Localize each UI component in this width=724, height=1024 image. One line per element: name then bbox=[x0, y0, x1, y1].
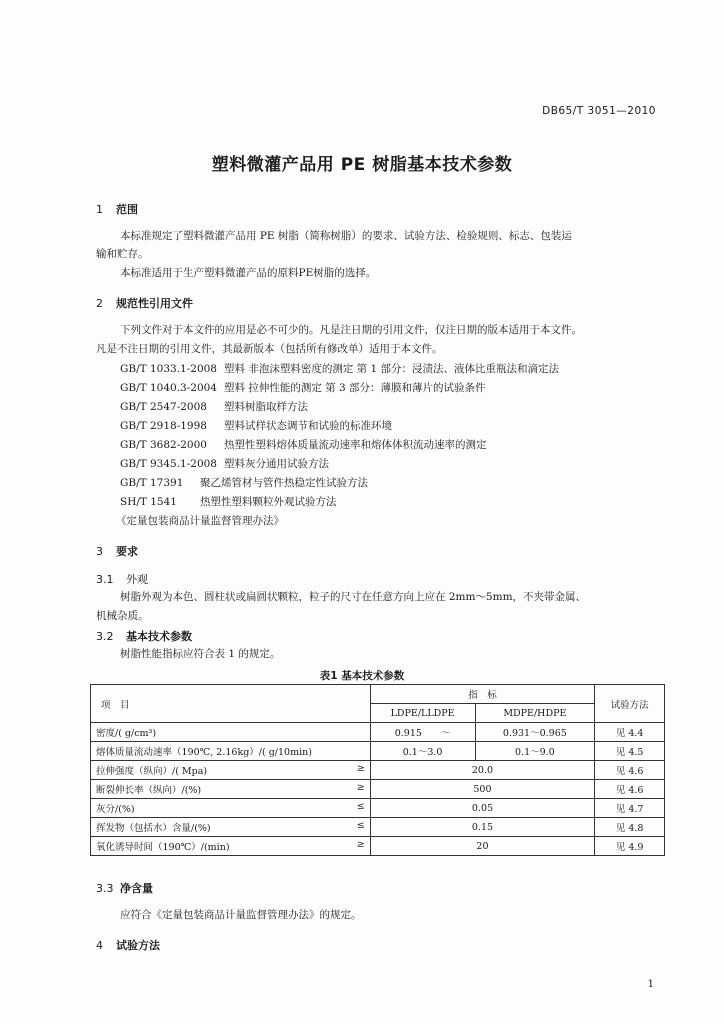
paragraph: 本标准适用于生产塑料微灌产品的原料PE树脂的选择。 bbox=[120, 267, 377, 279]
subsection-3-1-heading bbox=[96, 571, 148, 587]
table-row bbox=[91, 780, 665, 799]
section-2-heading bbox=[96, 295, 193, 311]
paragraph: 机械杂质。 bbox=[96, 610, 149, 622]
table-caption: 表1 基本技术参数 bbox=[319, 670, 405, 682]
table-header-ldpe: LDPE/LLDPE bbox=[370, 704, 475, 723]
row-value: 0.05 bbox=[370, 799, 595, 818]
table-row bbox=[91, 837, 665, 856]
row-method: 见 4.5 bbox=[595, 742, 665, 761]
operator: ≤ bbox=[356, 801, 365, 812]
paragraph: 树脂性能指标应符合表 1 的规定。 bbox=[120, 648, 281, 660]
section-1-heading bbox=[96, 201, 138, 217]
section-title: 要求 bbox=[116, 545, 138, 558]
document-title: 塑料微灌产品用 PE 树脂基本技术参数 bbox=[211, 155, 513, 175]
paragraph: 应符合《定量包装商品计量监督管理办法》的规定。 bbox=[120, 909, 362, 921]
reference-item: GB/T 3682-2000 热塑性塑料熔体质量流动速率和熔体体积流动速率的测定 bbox=[120, 439, 487, 451]
paragraph: 下列文件对于本文件的应用是必不可少的。凡是注日期的引用文件，仅注日期的版本适用于本文件。 bbox=[120, 324, 582, 336]
section-title: 试验方法 bbox=[116, 939, 160, 952]
table-row bbox=[91, 818, 665, 837]
section-title: 范围 bbox=[116, 203, 138, 216]
table-header-hdpe: MDPE/HDPE bbox=[475, 704, 595, 723]
row-value: 500 bbox=[370, 780, 595, 799]
operator: ≥ bbox=[356, 839, 365, 850]
section-number: 4 bbox=[96, 939, 103, 952]
reference-item: GB/T 17391 聚乙烯管材与管件热稳定性试验方法 bbox=[120, 477, 368, 489]
operator: ≥ bbox=[356, 763, 365, 774]
paragraph: 本标准规定了塑料微灌产品用 PE 树脂（简称树脂）的要求、试验方法、检验规则、标志、包装运 bbox=[120, 230, 572, 242]
row-method: 见 4.6 bbox=[595, 780, 665, 799]
subsection-3-3-heading bbox=[96, 880, 153, 896]
reference-item: GB/T 9345.1-2008 塑料灰分通用试验方法 bbox=[120, 458, 329, 470]
reference-item: GB/T 1040.3-2004 塑料 拉伸性能的测定 第 3 部分：薄膜和薄片的试验条件 bbox=[120, 382, 486, 394]
row-value-hdpe: 0.931～0.965 bbox=[475, 723, 595, 742]
row-value-hdpe: 0.1～9.0 bbox=[475, 742, 595, 761]
row-item: 密度/( g/cm³) bbox=[91, 723, 371, 742]
row-item: 熔体质量流动速率（190℃, 2.16kg）/( g/10min) bbox=[91, 742, 371, 761]
table-header-row bbox=[91, 685, 665, 704]
table-row bbox=[91, 761, 665, 780]
row-item: 断裂伸长率（纵向）/(%) ≥ bbox=[91, 780, 371, 799]
operator: ≥ bbox=[356, 782, 365, 793]
row-method: 见 4.4 bbox=[595, 723, 665, 742]
standard-code: DB65/T 3051—2010 bbox=[542, 105, 656, 117]
reference-item: 《定量包装商品计量监督管理办法》 bbox=[116, 515, 284, 527]
paragraph: 输和贮存。 bbox=[96, 248, 149, 260]
section-number: 3 bbox=[96, 545, 103, 558]
spec-table bbox=[90, 684, 665, 856]
subsection-title: 外观 bbox=[126, 573, 148, 586]
row-value-ldpe: 0.915 ～ bbox=[370, 723, 475, 742]
row-item: 氧化诱导时间（190℃）/(min) ≥ bbox=[91, 837, 371, 856]
subsection-3-2-heading bbox=[96, 628, 192, 644]
row-method: 见 4.9 bbox=[595, 837, 665, 856]
section-title: 规范性引用文件 bbox=[116, 297, 193, 310]
page-number: 1 bbox=[647, 979, 654, 990]
section-3-heading bbox=[96, 543, 138, 559]
subsection-number: 3.1 bbox=[96, 573, 114, 586]
subsection-title: 净含量 bbox=[120, 882, 153, 895]
table-header-method: 试验方法 bbox=[595, 685, 665, 723]
row-method: 见 4.7 bbox=[595, 799, 665, 818]
table-header-index: 指 标 bbox=[370, 685, 595, 704]
subsection-title: 基本技术参数 bbox=[126, 630, 192, 643]
subsection-number: 3.2 bbox=[96, 630, 114, 643]
paragraph: 凡是不注日期的引用文件，其最新版本（包括所有修改单）适用于本文件。 bbox=[96, 343, 443, 355]
table-row bbox=[91, 742, 665, 761]
row-value: 20.0 bbox=[370, 761, 595, 780]
row-item: 灰分/(%) ≤ bbox=[91, 799, 371, 818]
row-item: 拉伸强度（纵向）/( Mpa) ≥ bbox=[91, 761, 371, 780]
reference-item: GB/T 2547-2008 塑料树脂取样方法 bbox=[120, 401, 308, 413]
row-method: 见 4.6 bbox=[595, 761, 665, 780]
paragraph: 树脂外观为本色、圆柱状或扁圆状颗粒，粒子的尺寸在任意方向上应在 2mm～5mm，不夹带金属、 bbox=[120, 591, 587, 603]
row-value: 0.15 bbox=[370, 818, 595, 837]
section-4-heading bbox=[96, 937, 160, 953]
reference-item: GB/T 2918-1998 塑料试样状态调节和试验的标准环境 bbox=[120, 420, 392, 432]
reference-item: SH/T 1541 热塑性塑料颗粒外观试验方法 bbox=[120, 496, 337, 508]
section-number: 2 bbox=[96, 297, 103, 310]
row-value-ldpe: 0.1～3.0 bbox=[370, 742, 475, 761]
subsection-number: 3.3 bbox=[96, 882, 114, 895]
row-item: 挥发物（包括水）含量/(%) ≤ bbox=[91, 818, 371, 837]
operator: ≤ bbox=[356, 820, 365, 831]
table-header-item: 项 目 bbox=[91, 685, 371, 723]
reference-item: GB/T 1033.1-2008 塑料 非泡沫塑料密度的测定 第 1 部分：浸渍法、液体比重瓶法和滴定法 bbox=[120, 363, 560, 375]
table-row bbox=[91, 723, 665, 742]
table-row bbox=[91, 799, 665, 818]
row-method: 见 4.8 bbox=[595, 818, 665, 837]
row-value: 20 bbox=[370, 837, 595, 856]
section-number: 1 bbox=[96, 203, 103, 216]
